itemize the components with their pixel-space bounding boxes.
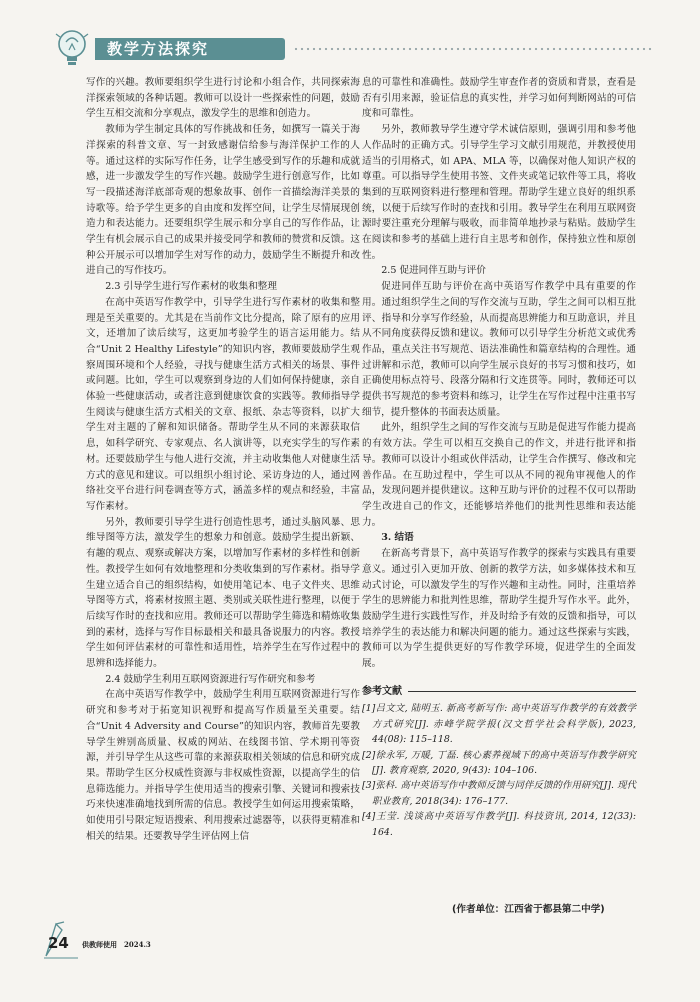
section-heading-2-4: 2.4 鼓励学生利用互联网资源进行写作研究和参考 <box>105 673 316 685</box>
section-heading-2-3: 2.3 引导学生进行写作素材的收集和整理 <box>105 281 277 293</box>
publication-info: 供教师使用 2024.3 <box>82 940 151 949</box>
paragraph: 另外，教师要引导学生进行创造性思考，通过头脑风暴、思维导图等方法，激发学生的想象力和创意。鼓励学生提出新颖、有趣的观点、观察或解决方案，以增加写作素材的多样性和创新性。教授学生如何有效地整理和分类收集到的写作素材。指导学生建立适合自己的组织结构，如使用笔记本、电子文件夹、思维导图等方式，将素材按照主题、类别或关联性进行整理，以便于后续写作时的查找和应用。教师还可以帮助学生筛选和精炼收集到的素材，选择与写作目标最相关和最具备说服力的内容。教授学生如何评估素材的可靠性和适用性，培养学生在写作过程中的思辨和选择能力。 <box>86 516 360 670</box>
paragraph: 教师为学生制定具体的写作挑战和任务，如撰写一篇关于海洋探索的科普文章、写一封致感谢信给参与海洋保护工作的人等。通过这样的实际写作任务，让学生感受到写作的乐趣和成就感，进一步激发学生的写作兴趣。鼓励学生进行创意写作，比如写一段描述海洋底部奇观的想象故事、创作一首描绘海洋美景的诗歌等。给予学生更多的自由度和发挥空间，让学生尽情展现创造力和表达能力。还要组织学生展示和分享自己的写作作品，让学生有机会展示自己的成果并接受同学和教师的赞赏和反馈。这种公开展示可以增加学生对写作的动力，鼓励学生不断提升和改进自己的写作技巧。 <box>86 124 360 277</box>
page-footer <box>38 920 218 960</box>
paragraph: 此外，组织学生之间的写作交流与互助是促进写作能力提高的有效方法。学生可以相互交换自己的作文，并进行批评和指导。教师可以设计小组或伙伴活动，让学生合作撰写、修改和完善作品。在互助过程中，学生可以从不同的视角审视他人的作品，发现问题并提供建议。这种互助与评价的过程不仅可以帮助学生改进自己的作文，还能够培养他们的批判性思维和表达能力。 <box>362 422 636 528</box>
reference-item: [1]吕文文, 陆明玉. 新高考新写作: 高中英语写作教学的有效教学方式研究[J]. 赤峰学院学报(汉文哲学社会科学版), 2023, 44(08): 115–118. <box>362 703 636 746</box>
page-header <box>55 28 655 72</box>
paragraph: 在新高考背景下，高中英语写作教学的探索与实践具有重要意义。通过引入更加开放、创新的教学方法，如多媒体技术和互动式讨论，可以激发学生的写作兴趣和主动性。同时，注重培养学生的思辨能力和批判性思维，帮助学生提升写作水平。此外，鼓励学生进行实践性写作，并及时给予有效的反馈和指导，可以培养学生的表达能力和解决问题的能力。通过这些探索与实践，教师可以为学生提供更好的写作教学环境，促进学生的全面发展。 <box>362 548 636 670</box>
paragraph: 写作的兴趣。教师要组织学生进行讨论和小组合作，共同探索海洋探索领域的各种话题。教师可以设计一些探索性的问题，鼓励学生互相交流和分享观点，激发学生的思维和创造力。 <box>86 77 360 120</box>
paragraph: 息的可靠性和准确性。鼓励学生审查作者的资质和背景，查看是否有引用来源，验证信息的真实性，并学习如何判断网站的可信度和可靠性。 <box>362 77 636 120</box>
author-affiliation: (作者单位：江西省于都县第二中学) <box>452 904 605 915</box>
references-title-text: 参考文献 <box>362 685 402 697</box>
paragraph: 在高中英语写作教学中，鼓励学生利用互联网资源进行写作研究和参考对于拓宽知识视野和提高写作质量至关重要。结合“Unit 4 Adversity and Course”的知识内容，教师首先要教导学生辨别高质量、权威的网站、在线图书馆、学术期刊等资源，并引导学生从这些可靠的来源获取相关领域的信息和研究成果。帮助学生区分权威性资源与非权威性资源，以提高学生的信息筛选能力。并指导学生使用适当的搜索引擎、关键词和搜索技巧来快速准确地找到所需的信息。教授学生如何运用搜索策略，如使用引号限定短语搜索、利用搜索过滤器等，以获得更精准和相关的结果。还要教导学生评估网上信 <box>86 689 360 842</box>
references <box>362 684 636 840</box>
reference-item: [4]王莹. 浅谈高中英语写作教学[J]. 科技资讯, 2014, 12(33): 164. <box>362 811 636 838</box>
lightbulb-icon <box>55 28 89 70</box>
header-dotted-line <box>293 47 653 51</box>
section-heading-conclusion: 3. 结语 <box>381 532 414 544</box>
reference-item: [3]张科. 高中英语写作中教师反馈与同伴反馈的作用研究[J]. 现代职业教育, 2018(34): 176–177. <box>362 780 636 807</box>
page-number: 24 <box>48 934 69 952</box>
left-column <box>86 75 360 875</box>
references-rule <box>408 691 636 692</box>
section-heading-2-5: 2.5 促进同伴互助与评价 <box>381 265 486 277</box>
right-column <box>362 75 636 875</box>
paragraph: 在高中英语写作教学中，引导学生进行写作素材的收集和整理是至关重要的。尤其是在当前作文比分提高，除了原有的应用文，还增加了读后续写，这更加考验学生的语言运用能力。结合“Unit 2 Healthy Lifestyle”的知识内容，教师要鼓励学生观察周围环境和个人经验，寻找与健康生活方式相关的场景、事件或问题。比如，学生可以观察到身边的人们如何保持健康，亲自体验一些健康活动，或者注意到健康饮食的实践等。教师指导学生阅读与健康生活方式相关的文章、报纸、杂志等资料，以扩大学生对主题的了解和知识储备。帮助学生从不同的来源获取信息，如科学研究、专家观点、名人演讲等，以充实学生的写作素材。还要鼓励学生与他人进行交流，并主动收集他人对健康生活方式的意见和建议。可以组织小组讨论、采访身边的人，通过网络社交平台进行问卷调查等方式，涵盖多样的观点和经验，丰富写作素材。 <box>86 296 360 512</box>
references-title <box>362 684 636 700</box>
paragraph: 促进同伴互助与评价在高中英语写作教学中具有重要的作用。通过组织学生之间的写作交流与互助，学生之间可以相互批评、指导和分享写作经验，从而提高思辨能力和互助意识，并且从不同角度获得反馈和建议。教师可以引导学生分析范文或优秀作品，重点关注书写规范、语法准确性和篇章结构的合理性。通过讲解和示范，教师可以向学生展示良好的书写习惯和技巧，如正确使用标点符号、段落分隔和行文连贯等。同时，教师还可以提供书写规范的参考资料和练习，让学生在写作过程中注重书写细节，提升整体的书面表达质量。 <box>362 281 636 418</box>
reference-item: [2]徐永军, 万暖, 丁磊. 核心素养视域下的高中英语写作教学研究[J]. 教育观察, 2020, 9(43): 104–106. <box>362 749 636 777</box>
paragraph: 另外，教师教导学生遵守学术诚信原则，强调引用和参考他人作品时的正确方式。引导学生学习文献引用规范，并教授使用适当的引用格式，如 APA、MLA 等，以确保对他人知识产权的尊重。可以指导学生使用书签、文件夹或笔记软件等工具，将收集到的互联网资料进行整理和管理。帮助学生建立良好的组织系统，以便于后续写作时的查找和引用。教导学生在利用互联网资源时要注重充分理解与吸收，而非简单地抄录与粘贴。鼓励学生在阅读和参考的基础上进行自主思考和创作，保持独立性和原创性。 <box>362 124 636 261</box>
section-title: 教学方法探究 <box>107 40 210 58</box>
